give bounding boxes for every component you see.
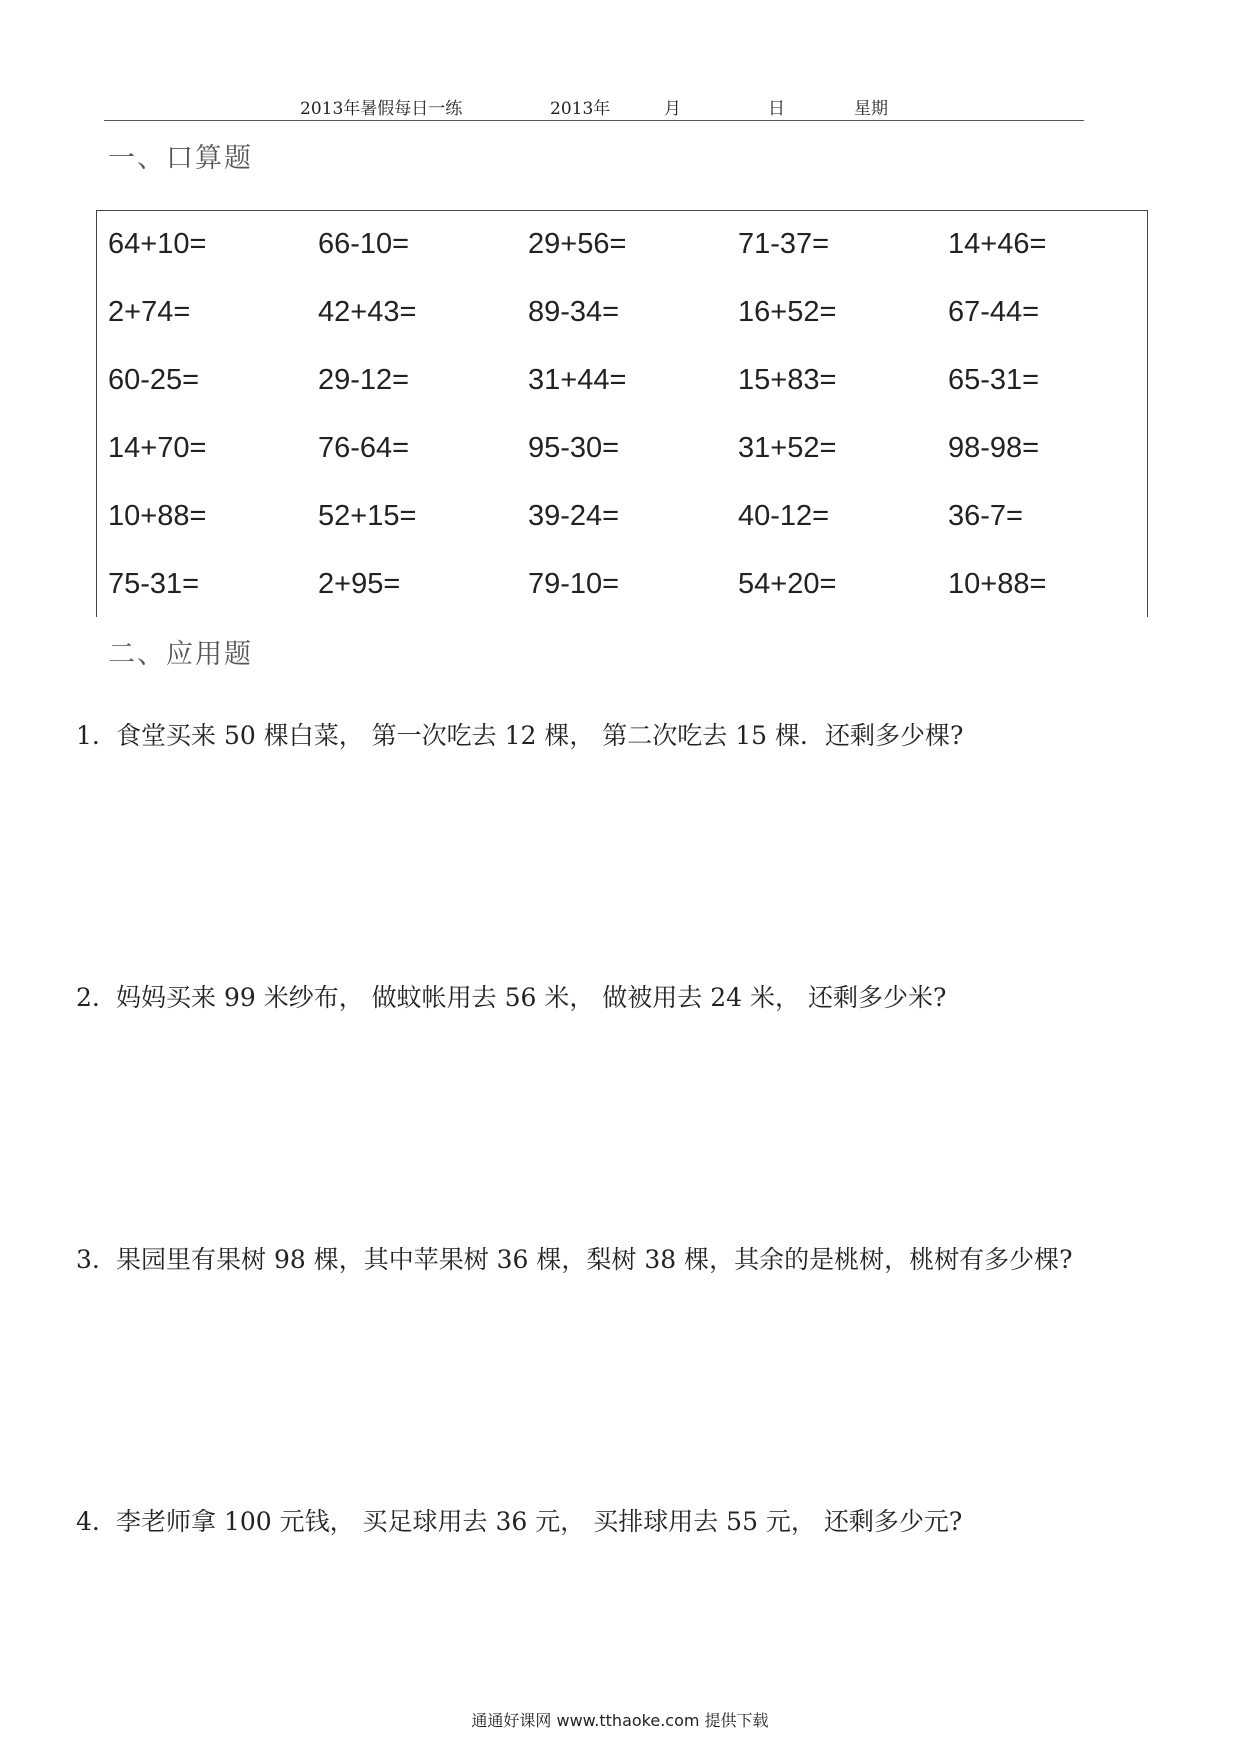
exercise: 98-98= <box>948 432 1040 464</box>
exercise: 36-7= <box>948 500 1023 532</box>
exercise: 31+52= <box>738 432 837 464</box>
problem-number: 2. <box>76 983 100 1012</box>
exercise: 76-64= <box>318 432 410 464</box>
header-day: 日 <box>768 99 785 119</box>
section-title-mental-math: 一、口算题 <box>108 143 253 174</box>
problem-text: 李老师拿 100 元钱， 买足球用去 36 元， 买排球用去 55 元， 还剩多少元? <box>116 1507 963 1536</box>
exercise: 29+56= <box>528 228 627 260</box>
header-month: 月 <box>664 99 681 119</box>
section-title-word-problems: 二、应用题 <box>108 639 253 670</box>
page-footer: 通通好课网 www.tthaoke.com 提供下载 <box>471 1711 769 1730</box>
exercise: 10+88= <box>108 500 207 532</box>
page-header <box>104 92 1084 121</box>
exercise: 14+46= <box>948 228 1047 260</box>
exercise: 15+83= <box>738 364 837 396</box>
problem-number: 4. <box>76 1507 100 1536</box>
problem-number: 3. <box>76 1245 100 1274</box>
exercise: 66-10= <box>318 228 410 260</box>
word-problem-2 <box>76 978 946 1014</box>
header-title: 2013年暑假每日一练 <box>300 99 463 119</box>
exercise: 60-25= <box>108 364 200 396</box>
exercise: 64+10= <box>108 228 207 260</box>
exercise: 79-10= <box>528 568 620 600</box>
problem-number: 1. <box>76 721 100 750</box>
problem-text: 食堂买来 50 棵白菜， 第一次吃去 12 棵， 第二次吃去 15 棵．还剩多少棵? <box>116 721 964 750</box>
header-year: 2013年 <box>550 99 611 119</box>
word-problem-3 <box>76 1240 1073 1276</box>
exercise: 52+15= <box>318 500 417 532</box>
header-weekday: 星期 <box>854 99 888 119</box>
exercise: 54+20= <box>738 568 837 600</box>
exercise: 10+88= <box>948 568 1047 600</box>
exercise: 89-34= <box>528 296 620 328</box>
exercise: 16+52= <box>738 296 837 328</box>
exercise: 71-37= <box>738 228 830 260</box>
exercise: 95-30= <box>528 432 620 464</box>
exercise: 29-12= <box>318 364 410 396</box>
exercise: 2+95= <box>318 568 401 600</box>
exercise: 31+44= <box>528 364 627 396</box>
word-problem-4 <box>76 1502 962 1538</box>
word-problem-1 <box>76 716 963 752</box>
problem-text: 果园里有果树 98 棵，其中苹果树 36 棵，梨树 38 棵，其余的是桃树，桃树有多少棵? <box>116 1245 1073 1274</box>
exercise: 40-12= <box>738 500 830 532</box>
exercise: 65-31= <box>948 364 1040 396</box>
exercise: 14+70= <box>108 432 207 464</box>
exercise-grid <box>96 210 1148 617</box>
exercise: 42+43= <box>318 296 417 328</box>
exercise: 2+74= <box>108 296 191 328</box>
problem-text: 妈妈买来 99 米纱布， 做蚊帐用去 56 米， 做被用去 24 米， 还剩多少米? <box>116 983 947 1012</box>
exercise: 75-31= <box>108 568 200 600</box>
exercise: 39-24= <box>528 500 620 532</box>
exercise: 67-44= <box>948 296 1040 328</box>
